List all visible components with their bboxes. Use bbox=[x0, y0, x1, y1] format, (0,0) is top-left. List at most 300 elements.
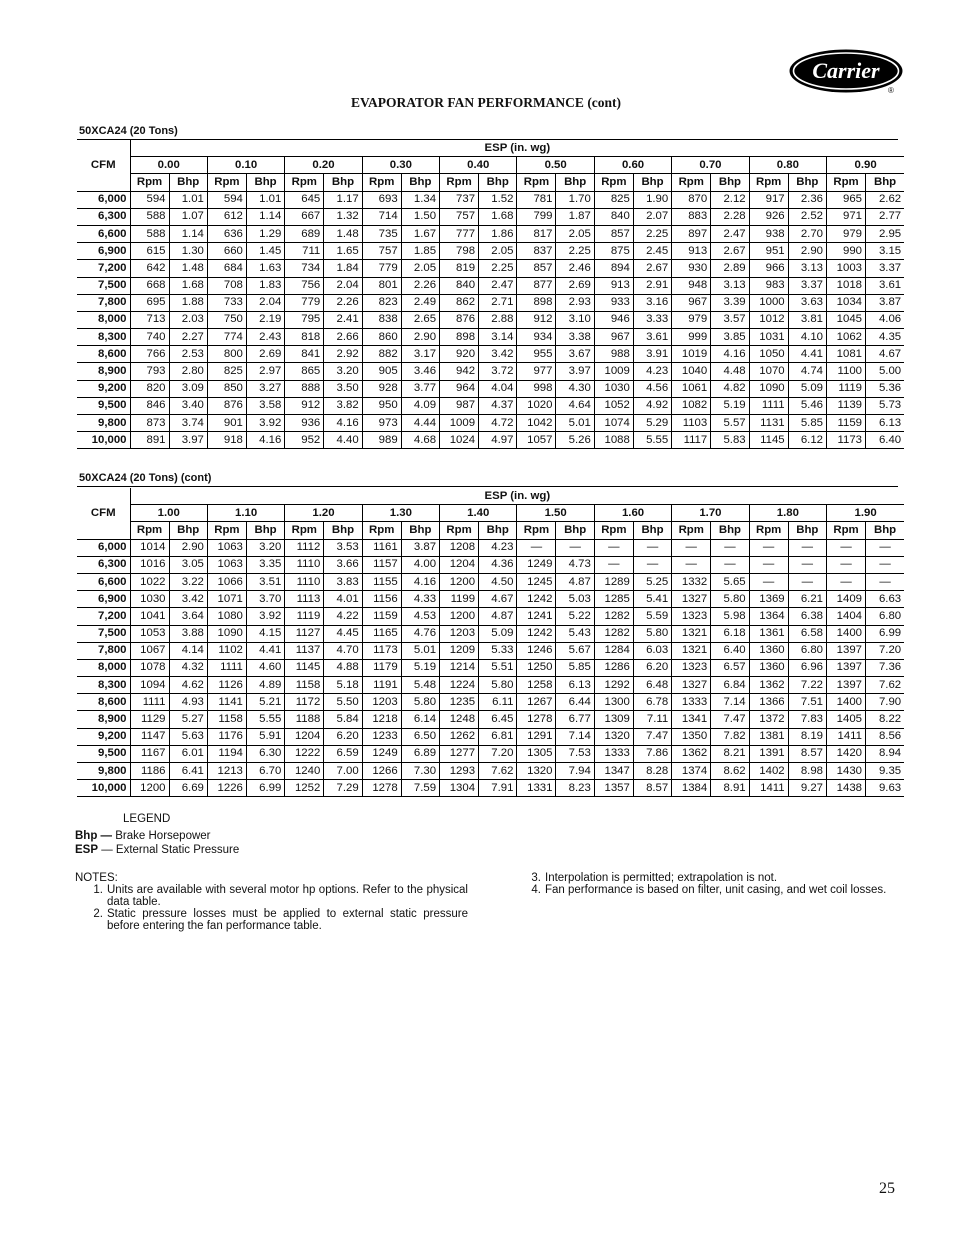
bhp-cell: 3.88 bbox=[169, 625, 207, 642]
esp-value-header: 0.50 bbox=[517, 157, 594, 174]
rpm-cell: 1019 bbox=[672, 346, 711, 363]
bhp-cell: 3.46 bbox=[401, 363, 439, 380]
bhp-cell: 3.33 bbox=[633, 311, 671, 328]
rpm-cell: 1088 bbox=[594, 432, 633, 449]
note-2 bbox=[75, 908, 468, 932]
bhp-header: Bhp bbox=[866, 522, 905, 539]
bhp-cell: 1.83 bbox=[246, 277, 284, 294]
rpm-cell: — bbox=[749, 556, 788, 573]
esp-value-header: 0.80 bbox=[749, 157, 826, 174]
bhp-cell: 2.89 bbox=[711, 260, 749, 277]
bhp-cell: 6.63 bbox=[866, 591, 905, 608]
bhp-cell: 1.52 bbox=[479, 191, 517, 208]
rpm-cell: 1119 bbox=[285, 608, 324, 625]
bhp-cell: 8.57 bbox=[788, 745, 826, 762]
rpm-cell: 876 bbox=[440, 311, 479, 328]
bhp-cell: 8.28 bbox=[633, 763, 671, 780]
bhp-header: Bhp bbox=[479, 522, 517, 539]
rpm-cell: 850 bbox=[207, 380, 246, 397]
esp-value-header: 0.90 bbox=[827, 157, 905, 174]
cfm-value: 7,500 bbox=[77, 277, 130, 294]
rpm-cell: 1200 bbox=[130, 780, 169, 797]
bhp-cell: 5.22 bbox=[556, 608, 594, 625]
rpm-cell: 913 bbox=[672, 243, 711, 260]
rpm-cell: 841 bbox=[285, 346, 324, 363]
rpm-cell: 1321 bbox=[672, 642, 711, 659]
bhp-cell: 6.89 bbox=[401, 745, 439, 762]
rpm-cell: 948 bbox=[672, 277, 711, 294]
bhp-cell: 2.95 bbox=[866, 225, 905, 242]
rpm-cell: 1305 bbox=[517, 745, 556, 762]
bhp-cell: 2.90 bbox=[169, 539, 207, 556]
rpm-cell: 912 bbox=[285, 397, 324, 414]
bhp-cell: 6.78 bbox=[633, 694, 671, 711]
bhp-header: Bhp bbox=[633, 174, 671, 191]
bhp-cell: 2.77 bbox=[866, 208, 905, 225]
rpm-cell: 1090 bbox=[749, 380, 788, 397]
bhp-cell: 2.26 bbox=[324, 294, 362, 311]
table-row bbox=[77, 260, 904, 277]
bhp-cell: 4.41 bbox=[246, 642, 284, 659]
bhp-cell: 1.85 bbox=[401, 243, 439, 260]
rpm-cell: 1167 bbox=[130, 745, 169, 762]
rpm-cell: 965 bbox=[827, 191, 866, 208]
bhp-cell: 6.96 bbox=[788, 659, 826, 676]
bhp-cell: 8.91 bbox=[711, 780, 749, 797]
bhp-cell: 5.19 bbox=[711, 397, 749, 414]
bhp-cell: 3.22 bbox=[169, 573, 207, 590]
bhp-cell: 7.59 bbox=[401, 780, 439, 797]
legend-title: LEGEND bbox=[123, 813, 171, 825]
bhp-cell: 4.88 bbox=[324, 659, 362, 676]
cfm-value: 8,600 bbox=[77, 694, 130, 711]
rpm-cell: 1347 bbox=[594, 763, 633, 780]
rpm-cell: 1320 bbox=[517, 763, 556, 780]
rpm-header: Rpm bbox=[827, 522, 866, 539]
bhp-cell: 8.98 bbox=[788, 763, 826, 780]
table-row bbox=[77, 243, 904, 260]
bhp-cell: 5.43 bbox=[556, 625, 594, 642]
rpm-cell: 1381 bbox=[749, 728, 788, 745]
rpm-cell: 1282 bbox=[594, 625, 633, 642]
bhp-cell: 4.67 bbox=[866, 346, 905, 363]
note-text: Interpolation is permitted; extrapolation is not. bbox=[545, 872, 778, 884]
bhp-cell: 2.52 bbox=[788, 208, 826, 225]
rpm-cell: — bbox=[672, 539, 711, 556]
bhp-header: Bhp bbox=[246, 522, 284, 539]
bhp-cell: 4.36 bbox=[479, 556, 517, 573]
rpm-cell: 1158 bbox=[285, 677, 324, 694]
rpm-cell: 711 bbox=[285, 243, 324, 260]
rpm-cell: 951 bbox=[749, 243, 788, 260]
rpm-cell: 1430 bbox=[827, 763, 866, 780]
bhp-cell: 2.26 bbox=[401, 277, 439, 294]
rpm-cell: 1203 bbox=[362, 694, 401, 711]
bhp-cell: 5.51 bbox=[479, 659, 517, 676]
cfm-value: 8,300 bbox=[77, 329, 130, 346]
bhp-cell: 1.34 bbox=[401, 191, 439, 208]
rpm-cell: 1129 bbox=[130, 711, 169, 728]
rpm-cell: 1267 bbox=[517, 694, 556, 711]
rpm-cell: 689 bbox=[285, 225, 324, 242]
esp-value-header: 1.50 bbox=[517, 505, 594, 522]
rpm-cell: 1040 bbox=[672, 363, 711, 380]
rpm-cell: 1147 bbox=[130, 728, 169, 745]
rpm-cell: 1284 bbox=[594, 642, 633, 659]
bhp-cell: 5.80 bbox=[479, 677, 517, 694]
bhp-cell: 2.45 bbox=[633, 243, 671, 260]
bhp-cell: 2.80 bbox=[169, 363, 207, 380]
bhp-cell: 7.29 bbox=[324, 780, 362, 797]
rpm-header: Rpm bbox=[362, 522, 401, 539]
bhp-cell: 7.62 bbox=[479, 763, 517, 780]
bhp-cell: 4.40 bbox=[324, 432, 362, 449]
rpm-cell: 1331 bbox=[517, 780, 556, 797]
bhp-header: Bhp bbox=[711, 174, 749, 191]
bhp-cell: 4.93 bbox=[169, 694, 207, 711]
bhp-cell: 4.37 bbox=[479, 397, 517, 414]
bhp-cell: 6.80 bbox=[788, 642, 826, 659]
bhp-cell: 4.41 bbox=[788, 346, 826, 363]
rpm-cell: 1402 bbox=[749, 763, 788, 780]
bhp-cell: 5.48 bbox=[401, 677, 439, 694]
table-row bbox=[77, 346, 904, 363]
rpm-header: Rpm bbox=[594, 174, 633, 191]
bhp-cell: 4.50 bbox=[479, 573, 517, 590]
rpm-cell: — bbox=[517, 539, 556, 556]
bhp-cell: 3.35 bbox=[246, 556, 284, 573]
bhp-cell: 5.80 bbox=[401, 694, 439, 711]
rpm-cell: 798 bbox=[440, 243, 479, 260]
rpm-cell: 1090 bbox=[207, 625, 246, 642]
rpm-cell: 875 bbox=[594, 243, 633, 260]
bhp-cell: 5.80 bbox=[633, 625, 671, 642]
bhp-cell: 3.42 bbox=[169, 591, 207, 608]
rpm-cell: 1172 bbox=[285, 694, 324, 711]
bhp-cell: 3.87 bbox=[866, 294, 905, 311]
rpm-cell: 1014 bbox=[130, 539, 169, 556]
rpm-cell: 594 bbox=[130, 191, 169, 208]
bhp-cell: 4.44 bbox=[401, 415, 439, 432]
rpm-cell: 846 bbox=[130, 397, 169, 414]
bhp-cell: 4.09 bbox=[401, 397, 439, 414]
rpm-cell: 684 bbox=[207, 260, 246, 277]
bhp-cell: 2.12 bbox=[711, 191, 749, 208]
bhp-cell: 3.58 bbox=[246, 397, 284, 414]
bhp-cell: 3.57 bbox=[711, 311, 749, 328]
bhp-cell: 3.13 bbox=[711, 277, 749, 294]
bhp-cell: 3.27 bbox=[246, 380, 284, 397]
bhp-cell: 3.63 bbox=[788, 294, 826, 311]
table-row bbox=[77, 694, 904, 711]
bhp-header: Bhp bbox=[169, 174, 207, 191]
bhp-cell: 6.30 bbox=[246, 745, 284, 762]
bhp-cell: 5.91 bbox=[246, 728, 284, 745]
rpm-cell: 588 bbox=[130, 225, 169, 242]
page-title: EVAPORATOR FAN PERFORMANCE (cont) bbox=[350, 95, 622, 110]
rpm-cell: 642 bbox=[130, 260, 169, 277]
rpm-cell: 987 bbox=[440, 397, 479, 414]
bhp-cell: 7.11 bbox=[633, 711, 671, 728]
rpm-header: Rpm bbox=[749, 174, 788, 191]
rpm-cell: 695 bbox=[130, 294, 169, 311]
rpm-cell: 1045 bbox=[827, 311, 866, 328]
rpm-cell: 1159 bbox=[827, 415, 866, 432]
note-text: Fan performance is based on filter, unit casing, and wet coil losses. bbox=[545, 884, 887, 896]
bhp-header: Bhp bbox=[866, 174, 905, 191]
bhp-cell: 3.77 bbox=[401, 380, 439, 397]
bhp-cell: 3.38 bbox=[556, 329, 594, 346]
cfm-value: 10,000 bbox=[77, 780, 130, 797]
legend-abbr: Bhp — bbox=[75, 830, 113, 842]
rpm-cell: 740 bbox=[130, 329, 169, 346]
bhp-cell: 1.90 bbox=[633, 191, 671, 208]
bhp-cell: 4.00 bbox=[401, 556, 439, 573]
rpm-cell: 1173 bbox=[827, 432, 866, 449]
bhp-cell: 1.32 bbox=[324, 208, 362, 225]
rpm-cell: 737 bbox=[440, 191, 479, 208]
rpm-cell: 733 bbox=[207, 294, 246, 311]
bhp-cell: 3.64 bbox=[169, 608, 207, 625]
rpm-cell: 817 bbox=[517, 225, 556, 242]
rpm-cell: 1400 bbox=[827, 625, 866, 642]
rpm-cell: 594 bbox=[207, 191, 246, 208]
bhp-cell: 3.82 bbox=[324, 397, 362, 414]
bhp-cell: 8.21 bbox=[711, 745, 749, 762]
bhp-cell: 2.25 bbox=[479, 260, 517, 277]
esp-header: ESP (in. wg) bbox=[130, 140, 904, 157]
bhp-header: Bhp bbox=[246, 174, 284, 191]
bhp-cell: 5.41 bbox=[633, 591, 671, 608]
bhp-cell: 7.20 bbox=[866, 642, 905, 659]
bhp-cell: 4.33 bbox=[401, 591, 439, 608]
rpm-cell: 1080 bbox=[207, 608, 246, 625]
bhp-header: Bhp bbox=[711, 522, 749, 539]
bhp-cell: 2.04 bbox=[324, 277, 362, 294]
rpm-cell: 693 bbox=[362, 191, 401, 208]
rpm-cell: 1067 bbox=[130, 642, 169, 659]
esp-value-header: 0.60 bbox=[594, 157, 671, 174]
rpm-cell: 1199 bbox=[440, 591, 479, 608]
bhp-header: Bhp bbox=[401, 174, 439, 191]
rpm-cell: 934 bbox=[517, 329, 556, 346]
rpm-cell: 1022 bbox=[130, 573, 169, 590]
bhp-cell: 3.20 bbox=[324, 363, 362, 380]
table-row bbox=[77, 397, 904, 414]
bhp-cell: 4.16 bbox=[401, 573, 439, 590]
rpm-cell: 926 bbox=[749, 208, 788, 225]
bhp-cell: 2.03 bbox=[169, 311, 207, 328]
bhp-cell: 1.68 bbox=[169, 277, 207, 294]
table-row bbox=[77, 608, 904, 625]
rpm-cell: 979 bbox=[827, 225, 866, 242]
cfm-header: CFM bbox=[77, 140, 130, 191]
bhp-cell: 5.65 bbox=[711, 573, 749, 590]
rpm-cell: 1094 bbox=[130, 677, 169, 694]
rpm-header: Rpm bbox=[672, 522, 711, 539]
rpm-cell: 1000 bbox=[749, 294, 788, 311]
rpm-cell: 1249 bbox=[362, 745, 401, 762]
rpm-cell: 877 bbox=[517, 277, 556, 294]
rpm-cell: 1031 bbox=[749, 329, 788, 346]
bhp-cell: 2.91 bbox=[633, 277, 671, 294]
bhp-cell: 6.20 bbox=[633, 659, 671, 676]
esp-value-header: 1.10 bbox=[207, 505, 284, 522]
rpm-cell: 1145 bbox=[285, 659, 324, 676]
rpm-cell: 1362 bbox=[672, 745, 711, 762]
bhp-cell: 6.21 bbox=[788, 591, 826, 608]
bhp-cell: 4.35 bbox=[866, 329, 905, 346]
bhp-cell: 6.44 bbox=[556, 694, 594, 711]
bhp-cell: — bbox=[633, 556, 671, 573]
rpm-cell: 1233 bbox=[362, 728, 401, 745]
rpm-header: Rpm bbox=[749, 522, 788, 539]
bhp-cell: — bbox=[711, 556, 749, 573]
bhp-cell: 3.16 bbox=[633, 294, 671, 311]
bhp-cell: 1.07 bbox=[169, 208, 207, 225]
bhp-cell: 6.11 bbox=[479, 694, 517, 711]
cfm-value: 6,600 bbox=[77, 573, 130, 590]
rpm-cell: 966 bbox=[749, 260, 788, 277]
bhp-cell: 4.30 bbox=[556, 380, 594, 397]
rpm-cell: 1111 bbox=[207, 659, 246, 676]
rpm-header: Rpm bbox=[362, 174, 401, 191]
bhp-cell: 2.05 bbox=[556, 225, 594, 242]
esp-value-header: 0.40 bbox=[440, 157, 517, 174]
esp-value-header: 0.30 bbox=[362, 157, 439, 174]
rpm-cell: 1071 bbox=[207, 591, 246, 608]
rpm-cell: 1327 bbox=[672, 677, 711, 694]
rpm-cell: — bbox=[749, 573, 788, 590]
rpm-cell: 1103 bbox=[672, 415, 711, 432]
bhp-header: Bhp bbox=[401, 522, 439, 539]
bhp-cell: 4.73 bbox=[556, 556, 594, 573]
table-row bbox=[77, 311, 904, 328]
rpm-cell: 865 bbox=[285, 363, 324, 380]
bhp-cell: 1.88 bbox=[169, 294, 207, 311]
cfm-value: 8,900 bbox=[77, 711, 130, 728]
bhp-cell: 6.38 bbox=[788, 608, 826, 625]
bhp-cell: 9.35 bbox=[866, 763, 905, 780]
bhp-cell: 5.84 bbox=[324, 711, 362, 728]
bhp-cell: 7.91 bbox=[479, 780, 517, 797]
bhp-cell: 8.19 bbox=[788, 728, 826, 745]
rpm-cell: 917 bbox=[749, 191, 788, 208]
rpm-cell: 1252 bbox=[285, 780, 324, 797]
rpm-cell: 1141 bbox=[207, 694, 246, 711]
bhp-cell: 1.67 bbox=[401, 225, 439, 242]
bhp-cell: 4.15 bbox=[246, 625, 284, 642]
esp-value-header: 0.70 bbox=[672, 157, 749, 174]
rpm-header: Rpm bbox=[130, 522, 169, 539]
bhp-cell: 4.53 bbox=[401, 608, 439, 625]
rpm-cell: 1173 bbox=[362, 642, 401, 659]
bhp-cell: 3.66 bbox=[324, 556, 362, 573]
rpm-cell: 1404 bbox=[827, 608, 866, 625]
legend-item-esp bbox=[75, 843, 239, 857]
rpm-cell: 1061 bbox=[672, 380, 711, 397]
bhp-cell: 9.63 bbox=[866, 780, 905, 797]
rpm-cell: 837 bbox=[517, 243, 556, 260]
bhp-cell: 2.53 bbox=[169, 346, 207, 363]
bhp-cell: 7.53 bbox=[556, 745, 594, 762]
rpm-cell: 1384 bbox=[672, 780, 711, 797]
rpm-cell: 774 bbox=[207, 329, 246, 346]
table-row bbox=[77, 294, 904, 311]
bhp-cell: 7.82 bbox=[711, 728, 749, 745]
notes-right-column bbox=[513, 872, 898, 896]
table2-label: 50XCA24 (20 Tons) (cont) bbox=[79, 472, 212, 484]
rpm-cell: — bbox=[594, 539, 633, 556]
rpm-cell: 1203 bbox=[440, 625, 479, 642]
rpm-cell: — bbox=[749, 539, 788, 556]
bhp-cell: 2.07 bbox=[633, 208, 671, 225]
bhp-cell: — bbox=[866, 573, 905, 590]
bhp-cell: 3.14 bbox=[479, 329, 517, 346]
rpm-cell: 977 bbox=[517, 363, 556, 380]
bhp-cell: 4.89 bbox=[246, 677, 284, 694]
bhp-cell: 3.39 bbox=[711, 294, 749, 311]
rpm-cell: 1186 bbox=[130, 763, 169, 780]
rpm-cell: 668 bbox=[130, 277, 169, 294]
bhp-cell: 6.12 bbox=[788, 432, 826, 449]
table-row bbox=[77, 728, 904, 745]
bhp-cell: 4.70 bbox=[324, 642, 362, 659]
rpm-cell: 894 bbox=[594, 260, 633, 277]
bhp-cell: 1.68 bbox=[479, 208, 517, 225]
rpm-cell: 1249 bbox=[517, 556, 556, 573]
rpm-cell: 1224 bbox=[440, 677, 479, 694]
rpm-cell: 1397 bbox=[827, 642, 866, 659]
bhp-cell: 3.61 bbox=[633, 329, 671, 346]
bhp-cell: 4.87 bbox=[556, 573, 594, 590]
bhp-cell: 5.85 bbox=[788, 415, 826, 432]
cfm-value: 9,200 bbox=[77, 380, 130, 397]
rpm-cell: 1250 bbox=[517, 659, 556, 676]
rpm-cell: 1041 bbox=[130, 608, 169, 625]
bhp-cell: 3.97 bbox=[556, 363, 594, 380]
bhp-cell: 1.45 bbox=[246, 243, 284, 260]
rpm-cell: 1372 bbox=[749, 711, 788, 728]
rpm-cell: 946 bbox=[594, 311, 633, 328]
cfm-value: 7,200 bbox=[77, 608, 130, 625]
bhp-cell: 1.65 bbox=[324, 243, 362, 260]
rpm-cell: 1323 bbox=[672, 608, 711, 625]
bhp-cell: 8.57 bbox=[633, 780, 671, 797]
legend bbox=[75, 812, 239, 857]
table-row bbox=[77, 625, 904, 642]
note-1 bbox=[75, 884, 468, 908]
rpm-cell: 756 bbox=[285, 277, 324, 294]
rpm-cell: 952 bbox=[285, 432, 324, 449]
bhp-cell: 3.72 bbox=[479, 363, 517, 380]
bhp-cell: 5.25 bbox=[633, 573, 671, 590]
rpm-cell: 1360 bbox=[749, 642, 788, 659]
bhp-cell: 5.09 bbox=[479, 625, 517, 642]
rpm-cell: 1361 bbox=[749, 625, 788, 642]
bhp-cell: 6.41 bbox=[169, 763, 207, 780]
rpm-cell: 1119 bbox=[827, 380, 866, 397]
bhp-cell: 3.09 bbox=[169, 380, 207, 397]
rpm-cell: 1218 bbox=[362, 711, 401, 728]
bhp-cell: 4.45 bbox=[324, 625, 362, 642]
bhp-cell: 4.64 bbox=[556, 397, 594, 414]
rpm-cell: 818 bbox=[285, 329, 324, 346]
esp-value-header: 1.90 bbox=[827, 505, 905, 522]
bhp-header: Bhp bbox=[324, 174, 362, 191]
rpm-cell: 757 bbox=[440, 208, 479, 225]
rpm-cell: 1292 bbox=[594, 677, 633, 694]
